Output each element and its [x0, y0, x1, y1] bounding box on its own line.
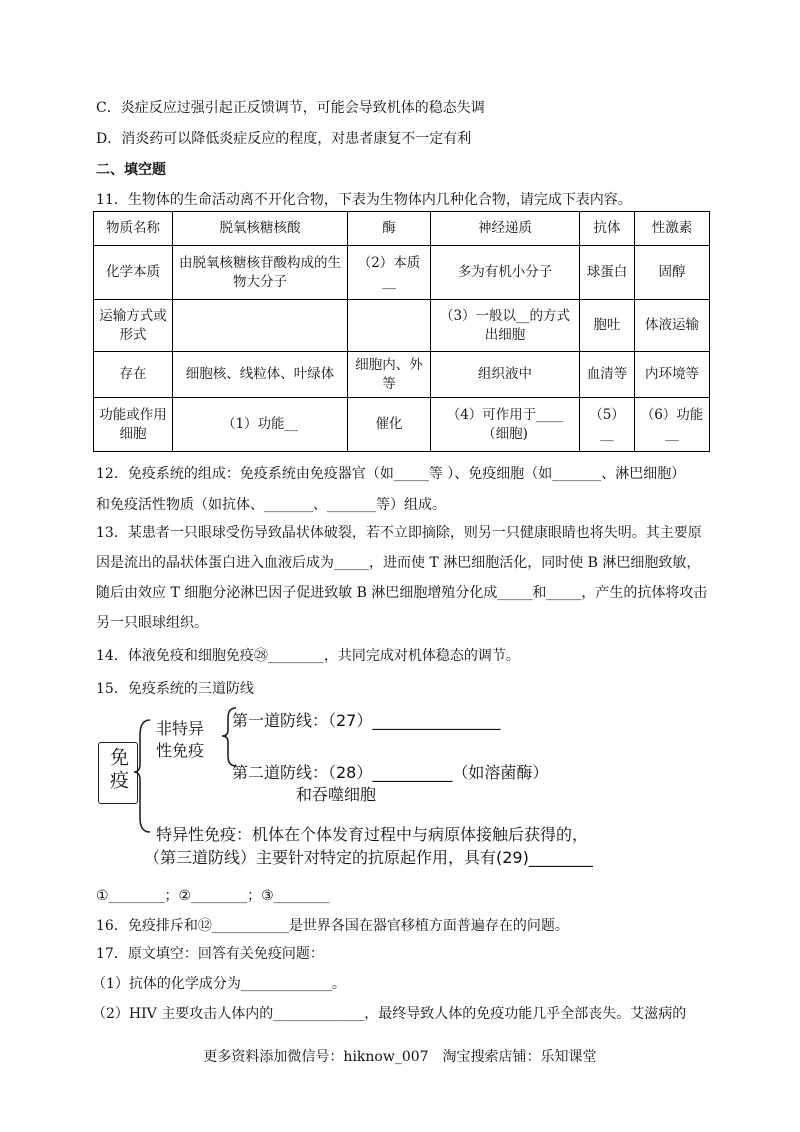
table-row — [94, 300, 710, 352]
question-14: 14．体液免疫和细胞免疫㉘________，共同完成对机体稳态的调节。 — [96, 648, 520, 664]
table-cell: 内环境等 — [635, 352, 710, 398]
section-heading: 二、填空题 — [96, 162, 166, 178]
table-cell: 细胞内、外等 — [348, 352, 431, 398]
table-row — [94, 352, 710, 398]
immunity-diagram — [90, 700, 630, 870]
question-17-2: （2）HIV 主要攻击人体内的_____________，最终导致人体的免疫功能几乎全部丧失。艾滋病的 — [92, 1006, 687, 1022]
question-15-answers: ①________；②________；③________ — [96, 888, 330, 904]
table-header-row — [94, 212, 710, 246]
table-row — [94, 246, 710, 300]
table-cell: 细胞核、线粒体、叶绿体 — [173, 352, 348, 398]
table-cell: 体液运输 — [635, 300, 710, 352]
table-cell: 血清等 — [580, 352, 635, 398]
option-c: C．炎症反应过强引起正反馈调节，可能会导致机体的稳态失调 — [96, 100, 485, 116]
table-cell: 功能或作用细胞 — [94, 398, 173, 452]
table-cell: 固醇 — [635, 246, 710, 300]
question-17: 17．原文填空：回答有关免疫问题： — [96, 946, 324, 962]
table-cell: 酶 — [348, 212, 431, 246]
table-cell: 运输方式或形式 — [94, 300, 173, 352]
table-cell: 胞吐 — [580, 300, 635, 352]
question-13: 13．某患者一只眼球受伤导致晶状体破裂，若不立即摘除，则另一只健康眼睛也将失明。其主要原 — [96, 525, 702, 541]
specific-immunity-line: 特异性免疫：机体在个体发育过程中与病原体接触后获得的， — [156, 825, 589, 844]
table-cell: 多为有机小分子 — [431, 246, 580, 300]
first-defense-line: 第一道防线：（27）________________ — [232, 711, 501, 730]
table-cell: 球蛋白 — [580, 246, 635, 300]
table-cell: 脱氧核糖核酸 — [173, 212, 348, 246]
table-cell: （5）__ — [580, 398, 635, 452]
table-cell: 性激素 — [635, 212, 710, 246]
option-d: D．消炎药可以降低炎症反应的程度，对患者康复不一定有利 — [96, 131, 472, 147]
table-cell: 抗体 — [580, 212, 635, 246]
table-cell: 神经递质 — [431, 212, 580, 246]
second-defense-line-cont: 和吞噬细胞 — [296, 785, 377, 804]
compound-table — [93, 211, 710, 452]
question-12: 12．免疫系统的组成：免疫系统由免疫器官（如_____等 ）、免疫细胞（如_______、淋巴细胞） — [96, 466, 686, 482]
question-16: 16．免疫排斥和⑫___________是世界各国在器官移植方面普遍存在的问题。 — [96, 918, 569, 934]
table-cell: 由脱氧核糖核苷酸构成的生物大分子 — [173, 246, 348, 300]
question-15: 15．免疫系统的三道防线 — [96, 681, 254, 697]
question-11: 11．生物体的生命活动离不开化合物，下表为生物体内几种化合物，请完成下表内容。 — [96, 192, 632, 208]
question-13-cont: 另一只眼球组织。 — [96, 615, 208, 631]
table-cell — [348, 300, 431, 352]
question-13-cont: 因是流出的晶状体蛋白进入血液后成为_____，进而使 T 淋巴细胞活化，同时使 B 淋巴细胞致敏， — [96, 555, 701, 571]
table-cell: 化学本质 — [94, 246, 173, 300]
table-cell — [173, 300, 348, 352]
nonspecific-immunity-label: 非特异性免疫 — [156, 719, 205, 760]
table-cell: 存在 — [94, 352, 173, 398]
table-cell: 组织液中 — [431, 352, 580, 398]
immunity-root-label: 免疫 — [107, 747, 129, 793]
table-cell: 物质名称 — [94, 212, 173, 246]
table-cell: （2）本质__ — [348, 246, 431, 300]
page-footer: 更多资料添加微信号：hiknow_007 淘宝搜索店铺：乐知课堂 — [203, 1049, 597, 1065]
question-17-1: （1）抗体的化学成分为_____________。 — [92, 976, 346, 992]
second-defense-line: 第二道防线：（28）__________（如溶菌酶） — [232, 763, 549, 782]
specific-immunity-line-cont: （第三道防线）主要针对特定的抗原起作用，具有(29)________ — [144, 848, 593, 867]
question-12-cont: 和免疫活性物质（如抗体、_______、_______等）组成。 — [96, 497, 446, 513]
table-cell: （1）功能__ — [173, 398, 348, 452]
table-cell: （6）功能__ — [635, 398, 710, 452]
table-cell: 催化 — [348, 398, 431, 452]
table-cell: （3）一般以__的方式出细胞 — [431, 300, 580, 352]
table-row — [94, 398, 710, 452]
table-cell: （4）可作用于____（细胞) — [431, 398, 580, 452]
question-13-cont: 随后由效应 T 细胞分泌淋巴因子促进致敏 B 淋巴细胞增殖分化成_____和_____，产生的抗体将攻击 — [96, 585, 708, 601]
